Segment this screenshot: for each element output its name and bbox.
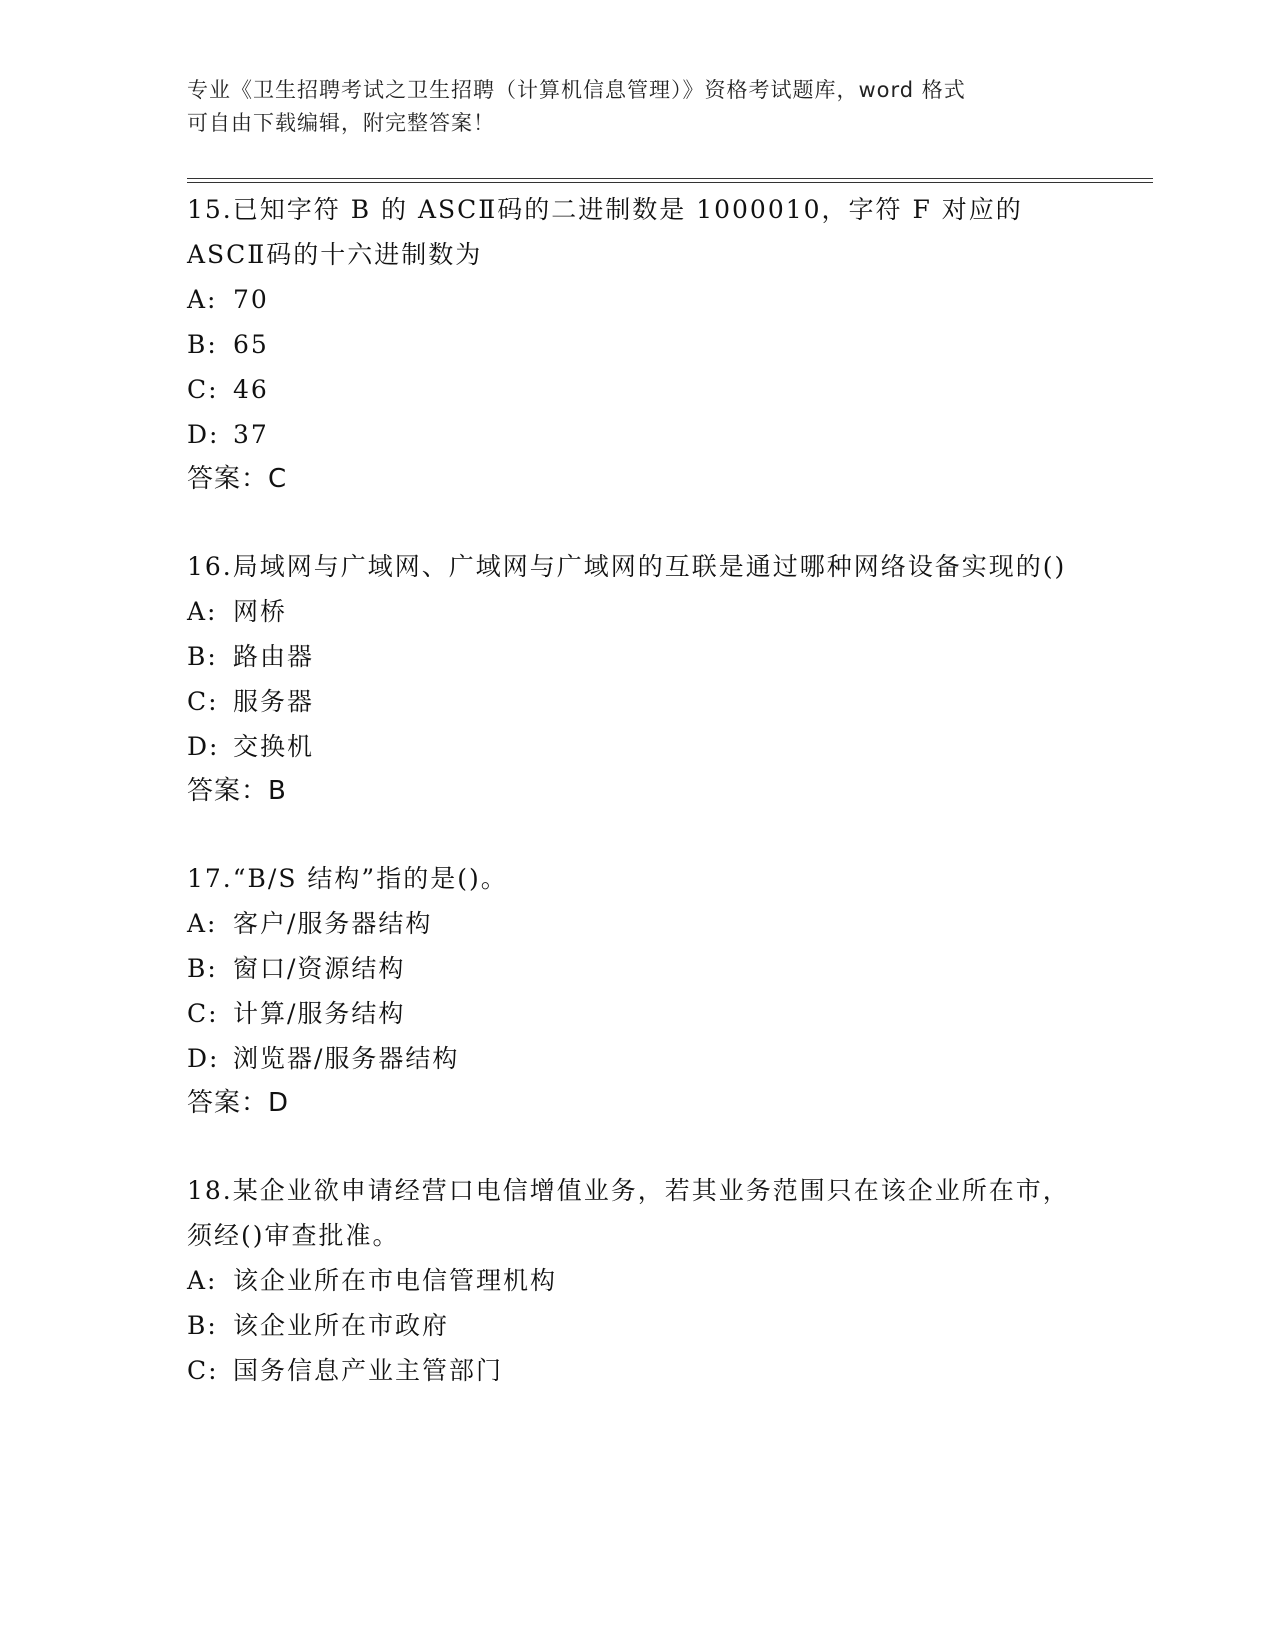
header-line-2: 可自由下载编辑，附完整答案！ bbox=[187, 111, 495, 135]
question-stem: 16.局域网与广域网、广域网与广域网的互联是通过哪种网络设备实现的() bbox=[187, 552, 1067, 581]
option-text: 70 bbox=[233, 285, 269, 314]
answer-option bbox=[187, 367, 1077, 412]
answer-option bbox=[187, 1303, 1077, 1348]
option-letter: A: bbox=[187, 597, 218, 626]
answer-option bbox=[187, 724, 1077, 769]
option-text: 65 bbox=[233, 330, 269, 359]
option-letter: B: bbox=[187, 642, 218, 671]
option-text: 路由器 bbox=[233, 642, 315, 671]
option-text: 浏览器/服务器结构 bbox=[233, 1044, 460, 1073]
header-divider bbox=[187, 178, 1153, 183]
page-header bbox=[187, 74, 1067, 140]
option-letter: D: bbox=[187, 420, 220, 449]
option-letter: A: bbox=[187, 285, 218, 314]
answer-key: 答案：C bbox=[187, 464, 288, 494]
option-text: 交换机 bbox=[233, 732, 315, 761]
question-block bbox=[187, 856, 1077, 1126]
question-stem: 18.某企业欲申请经营口电信增值业务，若其业务范围只在该企业所在市，须经()审查批准。 bbox=[187, 1176, 1070, 1250]
question-block bbox=[187, 187, 1077, 502]
option-text: 计算/服务结构 bbox=[233, 999, 406, 1028]
answer-option bbox=[187, 589, 1077, 634]
answer-option bbox=[187, 1348, 1077, 1393]
answer-option bbox=[187, 679, 1077, 724]
answer-option bbox=[187, 991, 1077, 1036]
answer-option bbox=[187, 946, 1077, 991]
answer-option bbox=[187, 1036, 1077, 1081]
option-letter: C: bbox=[187, 1356, 219, 1385]
answer-option bbox=[187, 1258, 1077, 1303]
option-text: 46 bbox=[233, 375, 269, 404]
answer-option bbox=[187, 901, 1077, 946]
option-text: 国务信息产业主管部门 bbox=[233, 1356, 504, 1385]
header-line-1: 专业《卫生招聘考试之卫生招聘（计算机信息管理）》资格考试题库，word 格式 bbox=[187, 78, 966, 102]
option-letter: A: bbox=[187, 1266, 218, 1295]
question-stem: 17.“B/S 结构”指的是()。 bbox=[187, 864, 508, 893]
option-letter: B: bbox=[187, 1311, 218, 1340]
question-block bbox=[187, 544, 1077, 814]
answer-option bbox=[187, 322, 1077, 367]
answer-option bbox=[187, 412, 1077, 457]
question-list bbox=[187, 187, 1077, 1435]
answer-key: 答案：B bbox=[187, 776, 287, 806]
option-letter: B: bbox=[187, 330, 218, 359]
option-text: 客户/服务器结构 bbox=[233, 909, 433, 938]
option-text: 窗口/资源结构 bbox=[233, 954, 406, 983]
question-stem: 15.已知字符 B 的 ASCⅡ码的二进制数是 1000010，字符 F 对应的 ASCⅡ码的十六进制数为 bbox=[187, 195, 1023, 269]
option-letter: C: bbox=[187, 375, 219, 404]
option-text: 37 bbox=[233, 420, 269, 449]
option-text: 该企业所在市政府 bbox=[233, 1311, 450, 1340]
option-text: 服务器 bbox=[233, 687, 315, 716]
answer-option bbox=[187, 277, 1077, 322]
answer-key: 答案：D bbox=[187, 1088, 290, 1118]
option-letter: B: bbox=[187, 954, 218, 983]
answer-option bbox=[187, 634, 1077, 679]
question-block bbox=[187, 1168, 1077, 1393]
option-letter: C: bbox=[187, 687, 219, 716]
option-letter: D: bbox=[187, 1044, 220, 1073]
option-text: 网桥 bbox=[233, 597, 288, 626]
option-letter: C: bbox=[187, 999, 219, 1028]
option-letter: A: bbox=[187, 909, 218, 938]
option-letter: D: bbox=[187, 732, 220, 761]
option-text: 该企业所在市电信管理机构 bbox=[233, 1266, 558, 1295]
